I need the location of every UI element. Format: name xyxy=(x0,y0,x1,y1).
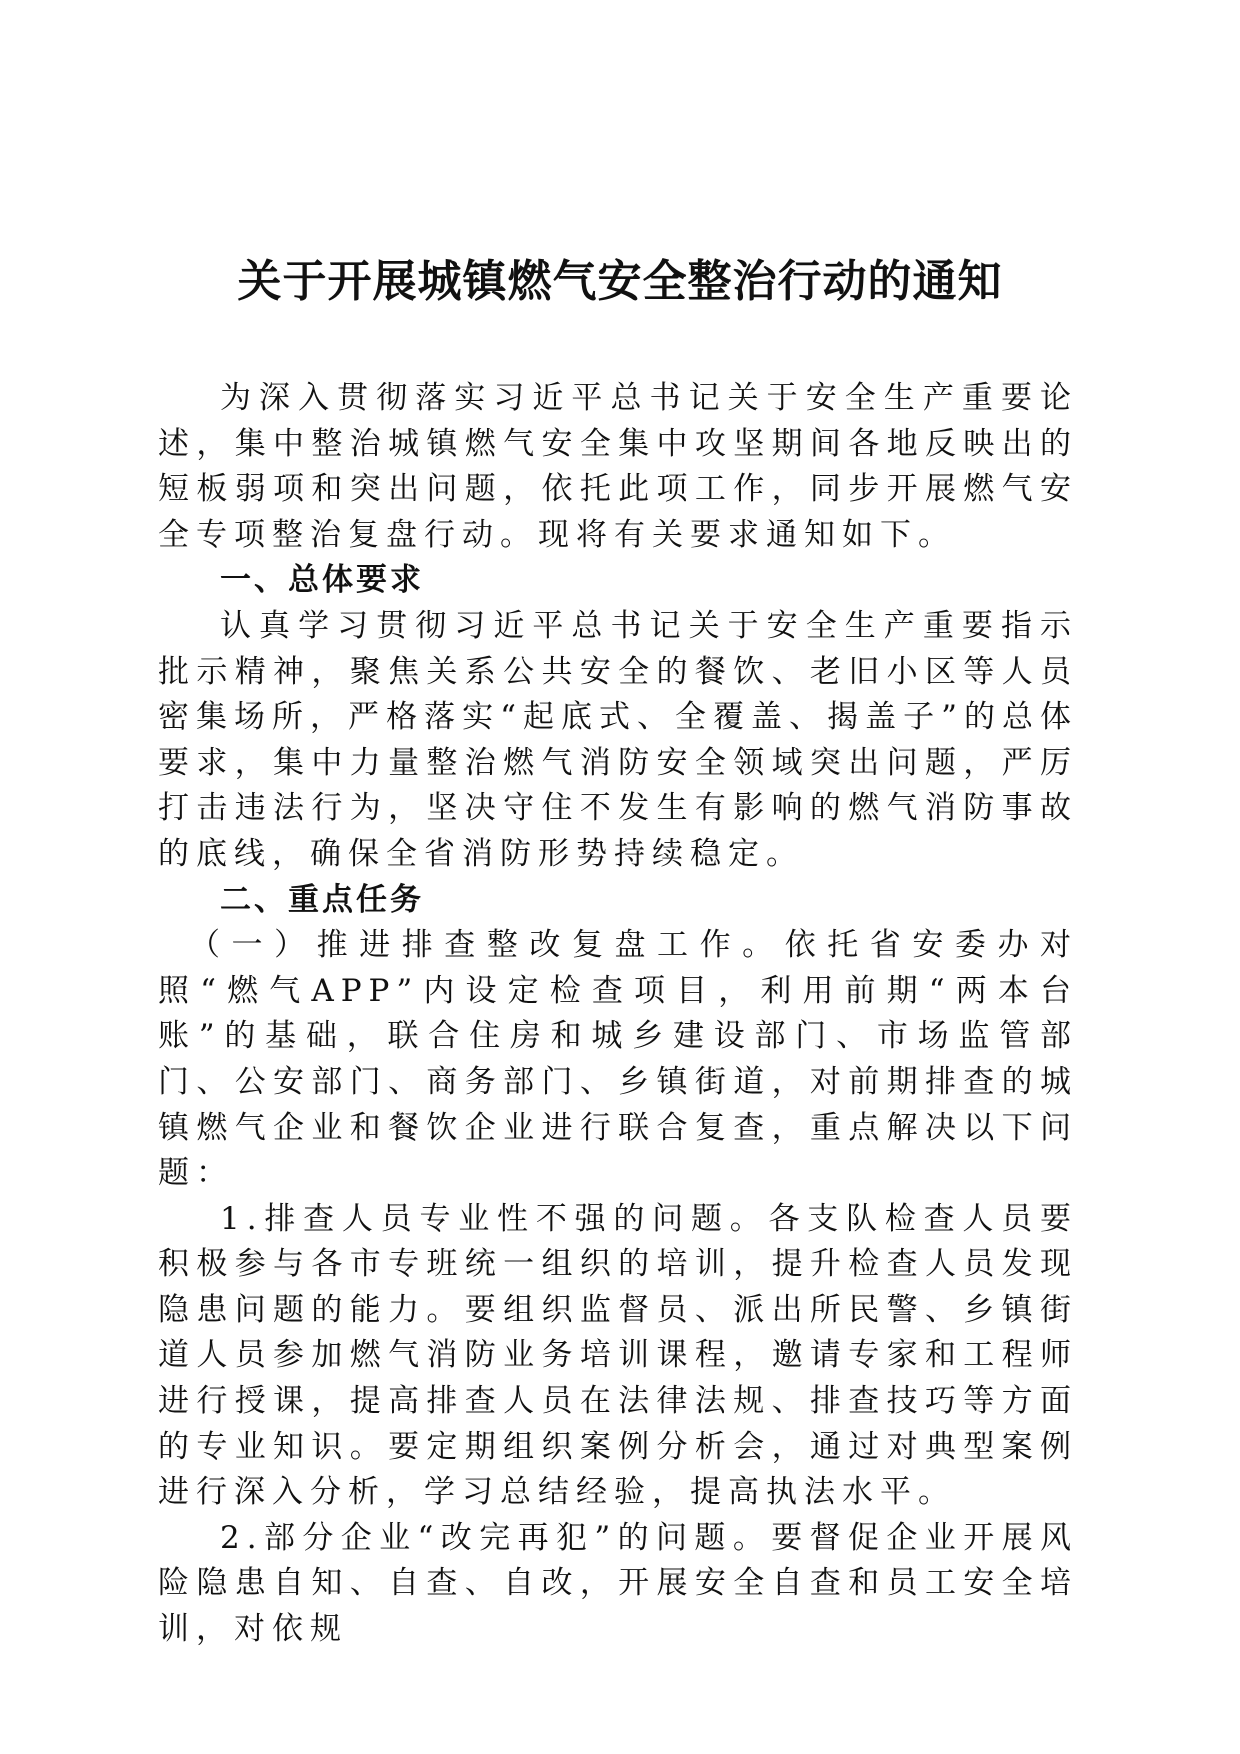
intro-paragraph: 为深入贯彻落实习近平总书记关于安全生产重要论述，集中整治城镇燃气安全集中攻坚期间各地反映出的短板弱项和突出问题，依托此项工作，同步开展燃气安全专项整治复盘行动。现将有关要求通知如下。 xyxy=(158,380,1078,553)
general-requirements-paragraph: 认真学习贯彻习近平总书记关于安全生产重要指示批示精神，聚焦关系公共安全的餐饮、老旧小区等人员密集场所，严格落实“起底式、全覆盖、揭盖子”的总体要求，集中力量整治燃气消防安全领域突出问题，严厉打击违法行为，坚决守住不发生有影响的燃气消防事故的底线，确保全省消防形势持续稳定。 xyxy=(158,607,1078,872)
problem-1-paragraph: 1.排查人员专业性不强的问题。各支队检查人员要积极参与各市专班统一组织的培训，提升检查人员发现隐患问题的能力。要组织监督员、派出所民警、乡镇街道人员参加燃气消防业务培训课程，邀请专家和工程师进行授课，提高排查人员在法律法规、排查技巧等方面的专业知识。要定期组织案例分析会，通过对典型案例进行深入分析，学习总结经验，提高执法水平。 xyxy=(158,1200,1078,1511)
problem-2-paragraph: 2.部分企业“改完再犯”的问题。要督促企业开展风险隐患自知、自查、自改，开展安全自查和员工安全培训，对依规 xyxy=(158,1519,1078,1648)
key-task-1-paragraph: （一）推进排查整改复盘工作。依托省安委办对照“燃气APP”内设定检查项目，利用前期“两本台账”的基础，联合住房和城乡建设部门、市场监管部门、公安部门、商务部门、乡镇街道，对前期排查的城镇燃气企业和餐饮企业进行联合复查，重点解决以下问题： xyxy=(158,927,1078,1192)
document-title: 关于开展城镇燃气安全整治行动的通知 xyxy=(237,256,1003,307)
section-heading-key-tasks: 二、重点任务 xyxy=(220,881,424,918)
section-heading-general-requirements: 一、总体要求 xyxy=(220,562,424,599)
document-body xyxy=(158,376,1078,1653)
